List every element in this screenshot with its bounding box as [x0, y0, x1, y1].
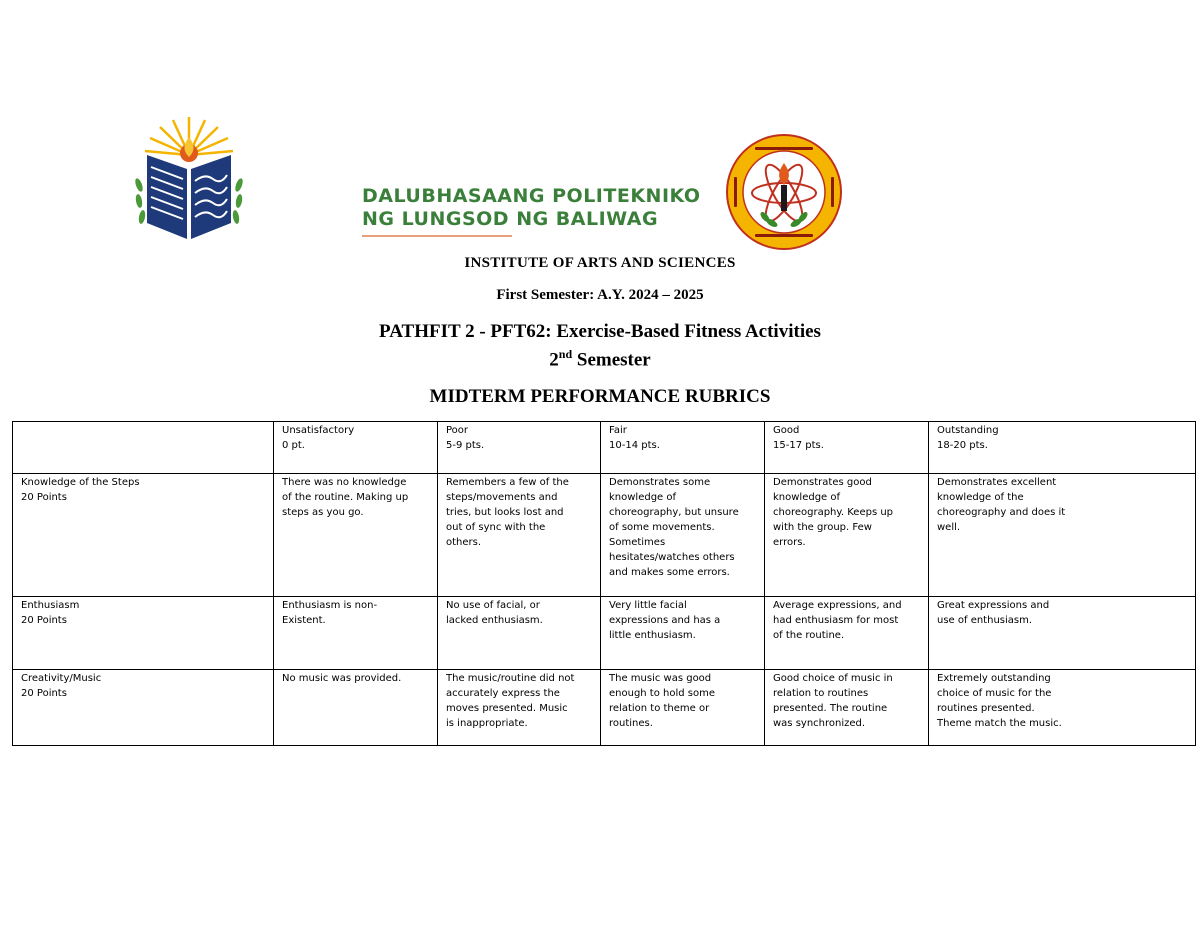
cell-line: use of enthusiasm.: [937, 615, 1033, 626]
cell-line: Sometimes: [609, 537, 666, 548]
cell-line: The music was good: [609, 673, 712, 684]
rubric-cell: [765, 670, 929, 746]
cell-line: enough to hold some: [609, 688, 716, 699]
cell-line: choreography. Keeps up: [773, 507, 894, 518]
level-points: 0 pt.: [282, 440, 305, 451]
rubric-title: MIDTERM PERFORMANCE RUBRICS: [429, 386, 771, 407]
criterion-cell: [13, 597, 274, 670]
header-cell: [274, 422, 438, 474]
rubric-cell: [601, 670, 765, 746]
criterion-name: Knowledge of the Steps: [21, 477, 140, 488]
semester-word: Semester: [572, 349, 651, 371]
cell-line: was synchronized.: [773, 718, 866, 729]
cell-line: Existent.: [282, 615, 326, 626]
underline-rule: [362, 235, 562, 237]
semester-number: 2: [549, 349, 559, 371]
cell-line: presented. The routine: [773, 703, 888, 714]
semester-suffix: nd: [558, 347, 573, 361]
school-name-line1: DALUBHASAANG POLITEKNIKO: [362, 185, 701, 207]
rubric-cell: [274, 670, 438, 746]
rubric-cell: [438, 597, 601, 670]
header-cell: [765, 422, 929, 474]
cell-line: No use of facial, or: [446, 600, 540, 611]
sunburst-icon: [145, 117, 233, 162]
cell-line: and makes some errors.: [609, 567, 730, 578]
level-name: Outstanding: [937, 425, 999, 436]
rubric-cell: [929, 670, 1196, 746]
rubric-cell: [601, 597, 765, 670]
cell-line: expressions and has a: [609, 615, 721, 626]
cell-line: lacked enthusiasm.: [446, 615, 543, 626]
cell-line: Great expressions and: [937, 600, 1050, 611]
cell-line: choice of music for the: [937, 688, 1052, 699]
header-cell: [601, 422, 765, 474]
table-row: [13, 670, 1196, 746]
criterion-name: Creativity/Music: [21, 673, 102, 684]
cell-line: of the routine.: [773, 630, 845, 641]
level-name: Unsatisfactory: [282, 425, 355, 436]
cell-line: knowledge of: [609, 492, 677, 503]
cell-line: Theme match the music.: [937, 718, 1062, 729]
cell-line: routines.: [609, 718, 653, 729]
rubric-cell: [765, 474, 929, 597]
rubric-cell: [765, 597, 929, 670]
table-row: [13, 474, 1196, 597]
semester-ay: First Semester: A.Y. 2024 – 2025: [496, 287, 704, 303]
level-points: 15-17 pts.: [773, 440, 824, 451]
level-name: Poor: [446, 425, 469, 436]
rubric-cell: [929, 597, 1196, 670]
cell-line: steps as you go.: [282, 507, 364, 518]
rubric-cell: [601, 474, 765, 597]
school-name-line2: NG LUNGSOD NG BALIWAG: [362, 208, 659, 230]
cell-line: Demonstrates good: [773, 477, 872, 488]
course-title: PATHFIT 2 - PFT62: Exercise-Based Fitness Activities: [379, 321, 821, 342]
level-points: 10-14 pts.: [609, 440, 660, 451]
rubric-cell: [274, 474, 438, 597]
level-points: 18-20 pts.: [937, 440, 988, 451]
cell-line: Good choice of music in: [773, 673, 893, 684]
cell-line: moves presented. Music: [446, 703, 568, 714]
criterion-points: 20 Points: [21, 492, 67, 503]
cell-line: is inappropriate.: [446, 718, 528, 729]
table-row: [13, 597, 1196, 670]
cell-line: Average expressions, and: [773, 600, 902, 611]
criterion-points: 20 Points: [21, 688, 67, 699]
criterion-cell: [13, 474, 274, 597]
cell-line: out of sync with the: [446, 522, 546, 533]
rubric-cell: [438, 670, 601, 746]
cell-line: Very little facial: [609, 600, 687, 611]
cell-line: little enthusiasm.: [609, 630, 696, 641]
cell-line: Enthusiasm is non-: [282, 600, 378, 611]
header-cell: [438, 422, 601, 474]
rubric-table: [12, 421, 1196, 746]
cell-line: hesitates/watches others: [609, 552, 735, 563]
rubric-cell: [274, 597, 438, 670]
cell-line: knowledge of the: [937, 492, 1024, 503]
school-logo: [133, 115, 245, 241]
cell-line: Demonstrates some: [609, 477, 711, 488]
cell-line: errors.: [773, 537, 806, 548]
cell-line: choreography, but unsure: [609, 507, 739, 518]
criterion-cell: [13, 670, 274, 746]
cell-line: of some movements.: [609, 522, 715, 533]
level-points: 5-9 pts.: [446, 440, 485, 451]
criterion-name: Enthusiasm: [21, 600, 80, 611]
level-name: Fair: [609, 425, 627, 436]
cell-line: had enthusiasm for most: [773, 615, 899, 626]
book-icon: [147, 155, 231, 239]
institute-heading: INSTITUTE OF ARTS AND SCIENCES: [464, 255, 736, 271]
semester-line: [0, 347, 1200, 371]
rubric-cell: [929, 474, 1196, 597]
level-name: Good: [773, 425, 800, 436]
cell-line: Demonstrates excellent: [937, 477, 1057, 488]
cell-line: knowledge of: [773, 492, 841, 503]
cell-line: steps/movements and: [446, 492, 558, 503]
cell-line: The music/routine did not: [446, 673, 575, 684]
cell-line: Remembers a few of the: [446, 477, 569, 488]
cell-line: relation to routines: [773, 688, 869, 699]
criterion-points: 20 Points: [21, 615, 67, 626]
cell-line: tries, but looks lost and: [446, 507, 564, 518]
cell-line: of the routine. Making up: [282, 492, 409, 503]
institute-seal: [725, 133, 843, 251]
cell-line: There was no knowledge: [282, 477, 407, 488]
cell-line: Extremely outstanding: [937, 673, 1051, 684]
school-name: [362, 185, 701, 237]
cell-line: choreography and does it: [937, 507, 1066, 518]
cell-line: with the group. Few: [773, 522, 872, 533]
header-cell: [929, 422, 1196, 474]
table-header-row: [13, 422, 1196, 474]
cell-line: others.: [446, 537, 482, 548]
cell-line: accurately express the: [446, 688, 560, 699]
cell-line: well.: [937, 522, 961, 533]
rubric-cell: [438, 474, 601, 597]
cell-line: No music was provided.: [282, 673, 402, 684]
header-cell: [13, 422, 274, 474]
cell-line: routines presented.: [937, 703, 1035, 714]
cell-line: relation to theme or: [609, 703, 710, 714]
